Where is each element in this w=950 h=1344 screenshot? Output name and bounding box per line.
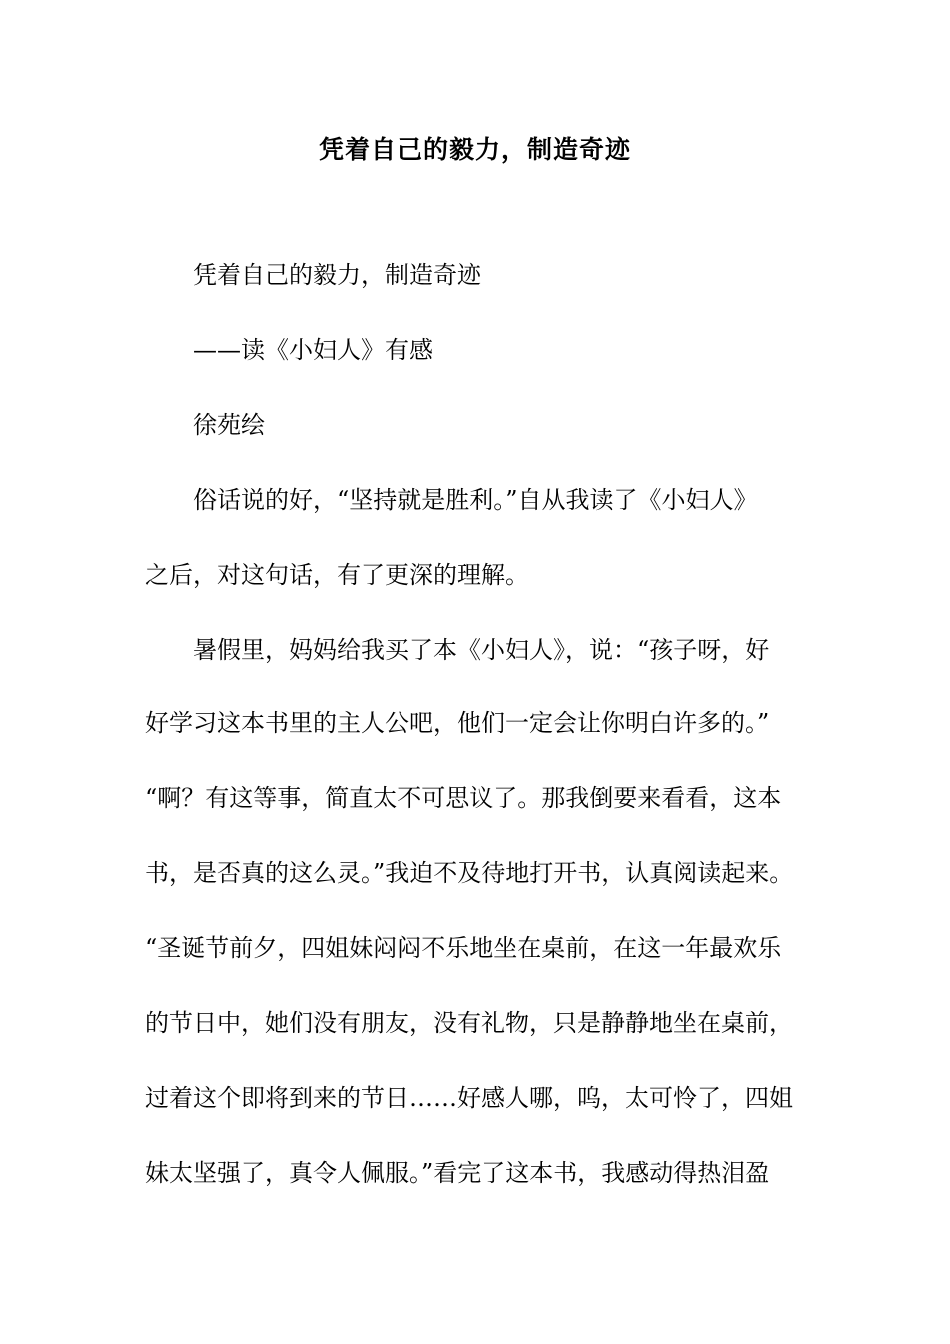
body-line: ——读《小妇人》有感 <box>193 336 433 364</box>
body-line: 俗话说的好，“坚持就是胜利。”自从我读了《小妇人》 <box>193 486 758 514</box>
body-line: 凭着自己的毅力，制造奇迹 <box>193 261 481 289</box>
body-line: 徐苑绘 <box>193 411 265 439</box>
body-line: 暑假里，妈妈给我买了本《小妇人》，说：“孩子呀，好 <box>193 636 770 664</box>
body-line: 过着这个即将到来的节日……好感人哪，呜，太可怜了，四姐 <box>145 1084 793 1112</box>
body-line: 的节日中，她们没有朋友，没有礼物，只是静静地坐在桌前， <box>145 1009 793 1037</box>
body-line: 书，是否真的这么灵。”我迫不及待地打开书，认真阅读起来。 <box>145 859 794 887</box>
document-title: 凭着自己的毅力，制造奇迹 <box>318 135 631 164</box>
body-line: “啊？有这等事，简直太不可思议了。那我倒要来看看，这本 <box>145 784 782 812</box>
body-line: “圣诞节前夕，四姐妹闷闷不乐地坐在桌前，在这一年最欢乐 <box>145 934 782 962</box>
body-line: 之后，对这句话，有了更深的理解。 <box>145 561 529 589</box>
body-line: 好学习这本书里的主人公吧，他们一定会让你明白许多的。” <box>145 709 770 737</box>
body-line: 妹太坚强了，真令人佩服。”看完了这本书，我感动得热泪盈 <box>145 1159 770 1187</box>
